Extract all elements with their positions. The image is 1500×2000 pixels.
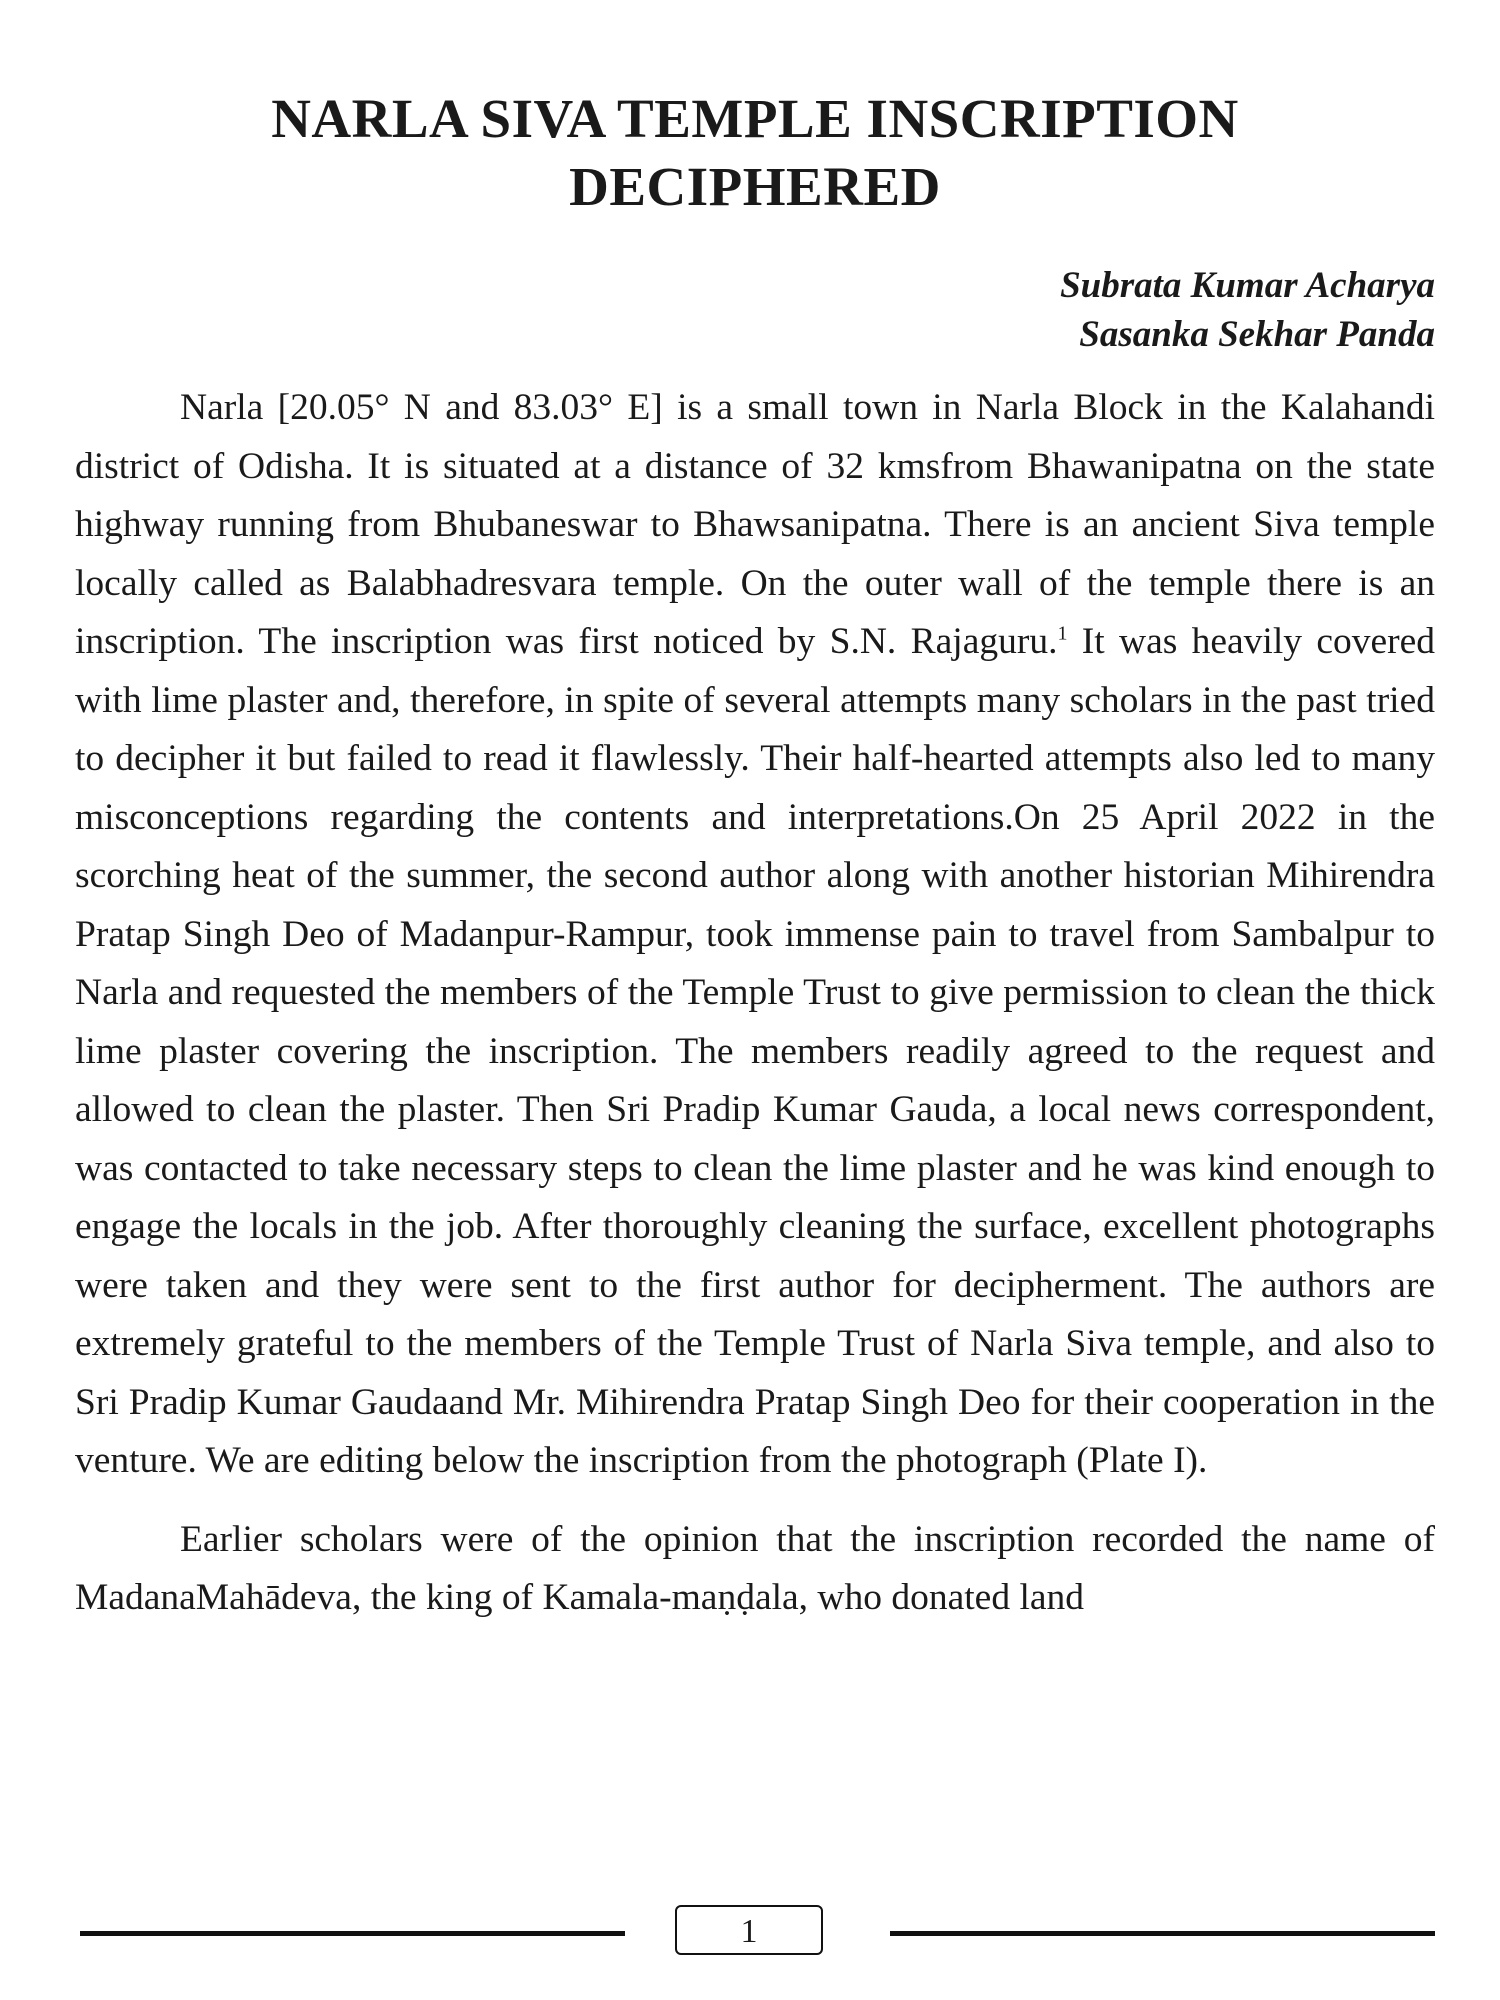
article-title <box>75 85 1435 221</box>
page-number: 1 <box>675 1905 823 1955</box>
article-body <box>75 379 1435 1628</box>
paragraph <box>75 1511 1435 1628</box>
author-name: Subrata Kumar Acharya <box>1060 265 1435 306</box>
paragraph-text: It was heavily covered with lime plaster and, therefore, in spite of several attempts many scholars in the past tried to decipher it but failed to read it flawlessly. Their half-hearted attempts also led to many misconceptions regarding the contents and interpretations.On 25 April 2022 in the scorching heat of the summer, the second author along with another historian Mihirendra Pratap Singh Deo of Madanpur-Rampur, took immense pain to travel from Sambalpur to Narla and requested the members of the Temple Trust to give permission to clean the thick lime plaster covering the inscription. The members readily agreed to the request and allowed to clean the plaster. Then Sri Pradip Kumar Gauda, a local news correspondent, was contacted to take necessary steps to clean the lime plaster and he was kind enough to engage the locals in the job. After thoroughly cleaning the surface, excellent photographs were taken and they were sent to the first author for decipherment. The authors are extremely grateful to the members of the Temple Trust of Narla Siva temple, and also to Sri Pradip Kumar Gaudaand Mr. Mihirendra Pratap Singh Deo for their cooperation in the venture. We are editing below the inscription from the photograph (Plate I). <box>75 621 1435 1481</box>
page <box>75 85 1435 1628</box>
author-name: Sasanka Sekhar Panda <box>1079 314 1435 355</box>
footer-rule-right <box>890 1931 1435 1936</box>
page-footer <box>75 1905 1435 1961</box>
paragraph-text: Earlier scholars were of the opinion that the inscription recorded the name of MadanaMahādeva, the king of Kamala-maṇḍala, who donated land <box>75 1518 1435 1618</box>
title-line-1: NARLA SIVA TEMPLE INSCRIPTION <box>271 88 1239 149</box>
title-line-2: DECIPHERED <box>569 156 941 217</box>
paragraph <box>75 379 1435 1491</box>
paragraph-text: Narla [20.05° N and 83.03° E] is a small town in Narla Block in the Kalahandi district of Odisha. It is situated at a distance of 32 kmsfrom Bhawanipatna on the state highway running from Bhubaneswar to Bhawsanipatna. There is an ancient Siva temple locally called as Balabhadresvara temple. On the outer wall of the temple there is an inscription. The inscription was first noticed by S.N. Rajaguru. <box>75 387 1435 662</box>
footnote-marker: 1 <box>1057 622 1068 645</box>
author-list <box>75 261 1435 359</box>
footer-rule-left <box>80 1931 625 1936</box>
